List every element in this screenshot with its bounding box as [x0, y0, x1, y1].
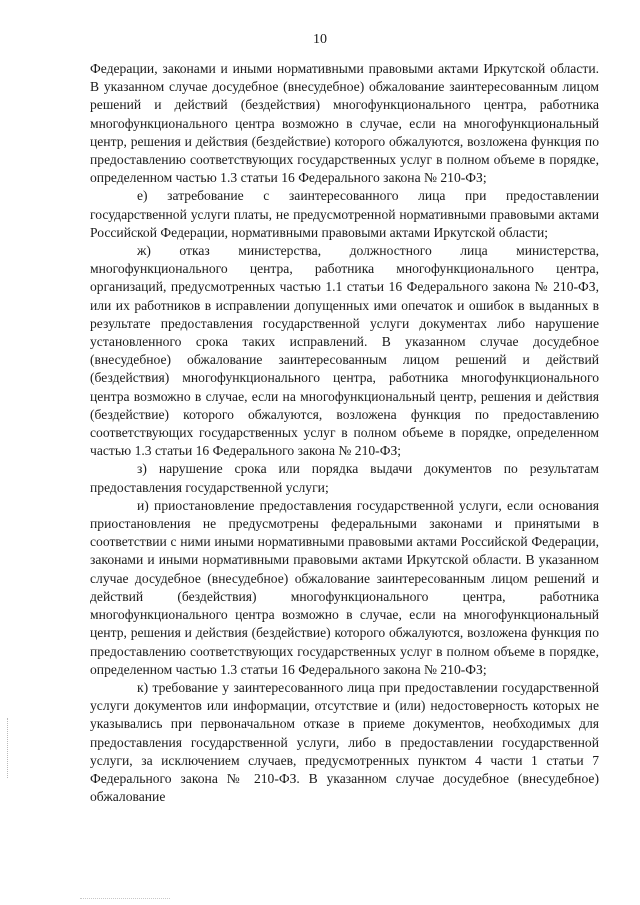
paragraph-continuation: Федерации, законами и иными нормативными правовыми актами Иркутской области. В указанном случае досудебное (внесудебное) обжалование заинтересованным лицом решений и действий (бездействия) многофункционального центра, работника многофункционального центра возможно в случае, если на многофункциональный центр, решения и действия (бездействие) которого обжалуются, возложена функция по предоставлению соответствующих государственных услуг в полном объеме в порядке, определенном частью 1.3 статьи 16 Федерального закона № 210-ФЗ; — [90, 61, 599, 186]
paragraph-item-i: и) приостановление предоставления государственной услуги, если основания приостановления не предусмотрены федеральными законами и принятыми в соответствии с ними иными нормативными правовыми актами Российской Федерации, законами и иными нормативными правовыми актами Иркутской области. В указанном случае досудебное (внесудебное) обжалование заинтересованным лицом решений и действий (бездействия) многофункционального центра, работника многофункционального центра возможно в случае, если на многофункциональный центр, решения и действия (бездействие) которого обжалуются, возложена функция по предоставлению соответствующих государственных услуг в полном объеме в порядке, определенном частью 1.3 статьи 16 Федерального закона № 210-ФЗ; — [90, 497, 599, 677]
document-body — [90, 60, 599, 806]
paragraph-item-zh: ж) отказ министерства, должностного лица министерства, многофункционального центра, работника многофункционального центра, организаций, предусмотренных частью 1.1 статьи 16 Федерального закона № 210-ФЗ, или их работников в исправлении допущенных ими опечаток и ошибок в выданных в результате предоставления государственной услуги документах либо нарушение установленного срока таких исправлений. В указанном случае досудебное (внесудебное) обжалование заинтересованным лицом решений и действий (бездействия) многофункционального центра, работника многофункционального центра возможно в случае, если на многофункциональный центр, решения и действия (бездействие) которого обжалуются, возложена функция по предоставлению соответствующих государственных услуг в полном объеме в порядке, определенном частью 1.3 статьи 16 Федерального закона № 210-ФЗ; — [90, 243, 599, 459]
scan-bottom-mark — [80, 898, 170, 900]
scan-margin-mark — [7, 718, 9, 778]
page-number: 10 — [313, 32, 327, 47]
paragraph-item-k: к) требование у заинтересованного лица при предоставлении государственной услуги документов или информации, отсутствие и (или) недостоверность которых не указывались при первоначальном отказе в приеме документов, необходимых для предоставления государственной услуги, либо в предоставлении государственной услуги, за исключением случаев, предусмотренных пунктом 4 части 1 статьи 7 Федерального закона № 210-ФЗ. В указанном случае досудебное (внесудебное) обжалование — [90, 679, 599, 805]
paragraph-item-z: з) нарушение срока или порядка выдачи документов по результатам предоставления государственной услуги; — [90, 461, 599, 495]
paragraph-item-e: е) затребование с заинтересованного лица при предоставлении государственной услуги платы, не предусмотренной нормативными правовыми актами Российской Федерации, нормативными правовыми актами Иркутской области; — [90, 188, 599, 240]
